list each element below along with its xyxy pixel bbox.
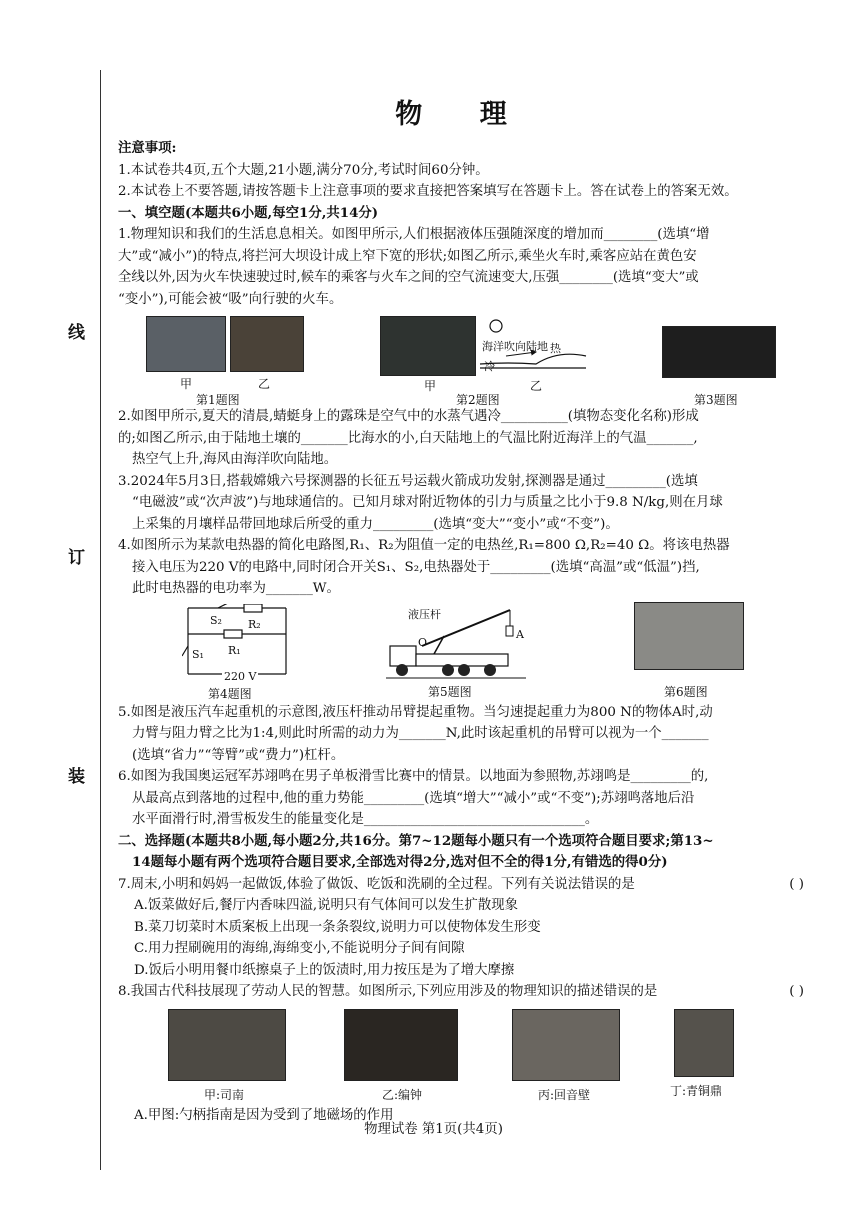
bianzhong-photo [344,1009,458,1081]
q2-line: 2.如图甲所示,夏天的清晨,蜻蜓身上的露珠是空气中的水蒸气遇冷__________(填物态变化名称)形成 [118,409,699,424]
bianzhong-caption: 乙:编钟 [382,1087,423,1102]
q6-line: 6.如图为我国奥运冠军苏翊鸣在男子单板滑雪比赛中的情景。以地面为参照物,苏翊鸣是_________的, [118,769,709,784]
page-title: 物 理 [395,99,531,130]
fig1-label-jia: 甲 [180,377,193,391]
q1-line: 1.物理知识和我们的生活息息相关。如图甲所示,人们根据液体压强随深度的增加而________(选填“增 [118,227,710,242]
q8-stem [118,981,808,1003]
dragonfly-photo [380,316,476,376]
q6-line: 水平面滑行时,滑雪板发生的能量变化是_________________________________。 [132,812,599,827]
q7-option-d: D.饭后小明用餐巾纸擦桌子上的饭渍时,用力按压是为了增大摩擦 [134,962,515,978]
sinan-caption: 甲:司南 [204,1087,245,1102]
sun-icon [490,320,502,332]
sinan-photo [168,1009,286,1081]
fig4-caption: 第4题图 [208,686,252,701]
q1-line: “变小”),可能会被“吸”向行驶的火车。 [118,291,343,307]
q1-line: 大”或“减小”)的特点,将拦河大坝设计成上窄下宽的形状;如图乙所示,乘坐火车时,乘客应站在黄色安 [118,248,697,264]
figure-bronze-ding [670,1005,740,1103]
q1-line: 全线以外,因为火车快速驶过时,候车的乘客与火车之间的空气流速变大,压强________(选填“变大”或 [118,270,699,285]
q8-option-a: A.甲图:勺柄指南是因为受到了地磁场的作用 [134,1107,394,1123]
q6-line: 从最高点到落地的过程中,他的重力势能_________(选填“增大”“减小”或“不变”);苏翊鸣落地后沿 [132,790,695,806]
q7-stem-text: 7.周末,小明和妈妈一起做饭,体验了做饭、吃饭和洗刷的全过程。下列有关说法错误的是 [118,876,635,892]
binding-char-middle: 订 [68,548,85,568]
figure-q5 [386,602,536,700]
section1-heading: 一、填空题(本题共6小题,每空1分,共14分) [118,204,379,221]
fig2-caption: 第2题图 [456,393,500,407]
binding-line [100,70,101,1170]
dam-photo [146,316,226,372]
q8-stem-text: 8.我国古代科技展现了劳动人民的智慧。如图所示,下列应用涉及的物理知识的描述错误的是 [118,984,658,999]
fig2-diagram-text: 海洋吹向陆地 [482,340,548,353]
bronze-ding-photo [674,1009,734,1077]
fig2-cold-label: 冷 [484,360,495,373]
snowboard-photo [634,602,744,670]
fig1-label-yi: 乙 [258,377,271,391]
q2-line: 的;如图乙所示,由于陆地土壤的_______比海水的小,白天陆地上的气温比附近海洋上的气温_______, [118,430,698,446]
q7-option-a: A.饭菜做好后,餐厅内香味四溢,说明只有气体间可以发生扩散现象 [134,898,518,913]
huiyinbi-photo [512,1009,620,1081]
fig2-hot-label: 热 [550,342,561,355]
figure-row-2 [118,602,808,700]
q3-line: 3.2024年5月3日,搭载嫦娥六号探测器的长征五号运载火箭成功发射,探测器是通过_________(选填 [118,473,698,489]
page-footer: 物理试卷 第1页(共4页) [364,1122,503,1137]
fig6-caption: 第6题图 [664,684,708,699]
q7-stem [118,874,808,896]
huiyinbi-caption: 丙:回音壁 [538,1087,591,1102]
circuit-label-voltage: 220 V [224,669,257,683]
binding-char-bottom: 装 [68,767,85,787]
figure-huiyinbi [512,1009,622,1103]
notes-heading: 注意事项: [118,140,177,156]
circuit-label-s2: S₂ [210,613,222,627]
q4-line: 4.如图所示为某款电热器的简化电路图,R₁、R₂为阻值一定的电热丝,R₁=800 Ω,R₂=40 Ω。将该电热器 [118,538,730,553]
figure-bianzhong [344,1009,460,1103]
train-station-photo [230,316,304,372]
figure-row-3 [118,1005,808,1103]
bronze-ding-caption: 丁:青铜鼎 [670,1083,723,1098]
circuit-label-r1: R₁ [228,643,241,657]
fig2-label-yi: 乙 [530,379,543,393]
fig1-caption: 第1题图 [196,393,240,407]
figure-q3 [662,316,776,407]
section2-heading: 二、选择题(本题共8小题,每小题2分,共16分。第7~12题每小题只有一个选项符合题目要求;第13~ [118,832,714,849]
q4-line: 接入电压为220 V的电路中,同时闭合开关S₁、S₂,电热器处于_________(选填“高温”或“低温”)挡, [132,559,700,575]
q5-line: 5.如图是液压汽车起重机的示意图,液压杆推动吊臂提起重物。当匀速提起重力为800 N的物体A时,动 [118,704,713,720]
fig5-caption: 第5题图 [428,684,472,699]
circuit-label-r2: R₂ [248,617,261,631]
section2-heading-cont: 14题每小题有两个选项符合题目要求,全部选对得2分,选对但不全的得1分,有错选的得0分) [132,854,668,870]
lunar-lander-photo [662,326,776,378]
crane-label-a: A [516,627,524,641]
binding-char-top: 线 [68,323,85,343]
crane-label-o: O [418,635,428,649]
note-2: 2.本试卷上不要答题,请按答题卡上注意事项的要求直接把答案填写在答题卡上。答在试卷上的答案无效。 [118,184,738,199]
q3-line: “电磁波”或“次声波”)与地球通信的。已知月球对附近物体的引力与质量之比小于9.8 N/kg,则在月球 [132,495,723,510]
figure-sinan [168,1009,288,1103]
note-1: 1.本试卷共4页,五个大题,21小题,满分70分,考试时间60分钟。 [118,162,489,178]
q4-line: 此时电热器的电功率为_______W。 [132,581,340,596]
q7-answer-bracket: ( ) [789,876,804,892]
q8-answer-bracket: ( ) [789,984,804,999]
q5-line: (选填“省力”“等臂”或“费力”)杠杆。 [132,747,345,763]
crane-label-hydraulic: 液压杆 [408,607,441,621]
q2-line: 热空气上升,海风由海洋吹向陆地。 [132,452,338,467]
exam-page [118,98,808,1126]
figure-q1 [146,316,306,407]
q5-line: 力臂与阻力臂之比为1:4,则此时所需的动力为_______N,此时该起重机的吊臂可以视为一个_______ [132,726,709,741]
q7-option-c: C.用力捏刷碗用的海绵,海绵变小,不能说明分子间有间隙 [134,941,465,956]
figure-row-1 [118,312,808,407]
q3-line: 上采集的月壤样品带回地球后所受的重力_________(选填“变大”“变小”或“不变”)。 [132,516,619,532]
fig2-label-jia: 甲 [424,379,437,393]
fig3-caption: 第3题图 [694,393,738,407]
figure-q4 [182,604,292,700]
figure-q6 [634,602,746,700]
q7-option-b: B.菜刀切菜时木质案板上出现一条条裂纹,说明力可以使物体发生形变 [134,919,541,935]
figure-q2 [380,316,590,407]
circuit-label-s1: S₁ [192,647,204,661]
